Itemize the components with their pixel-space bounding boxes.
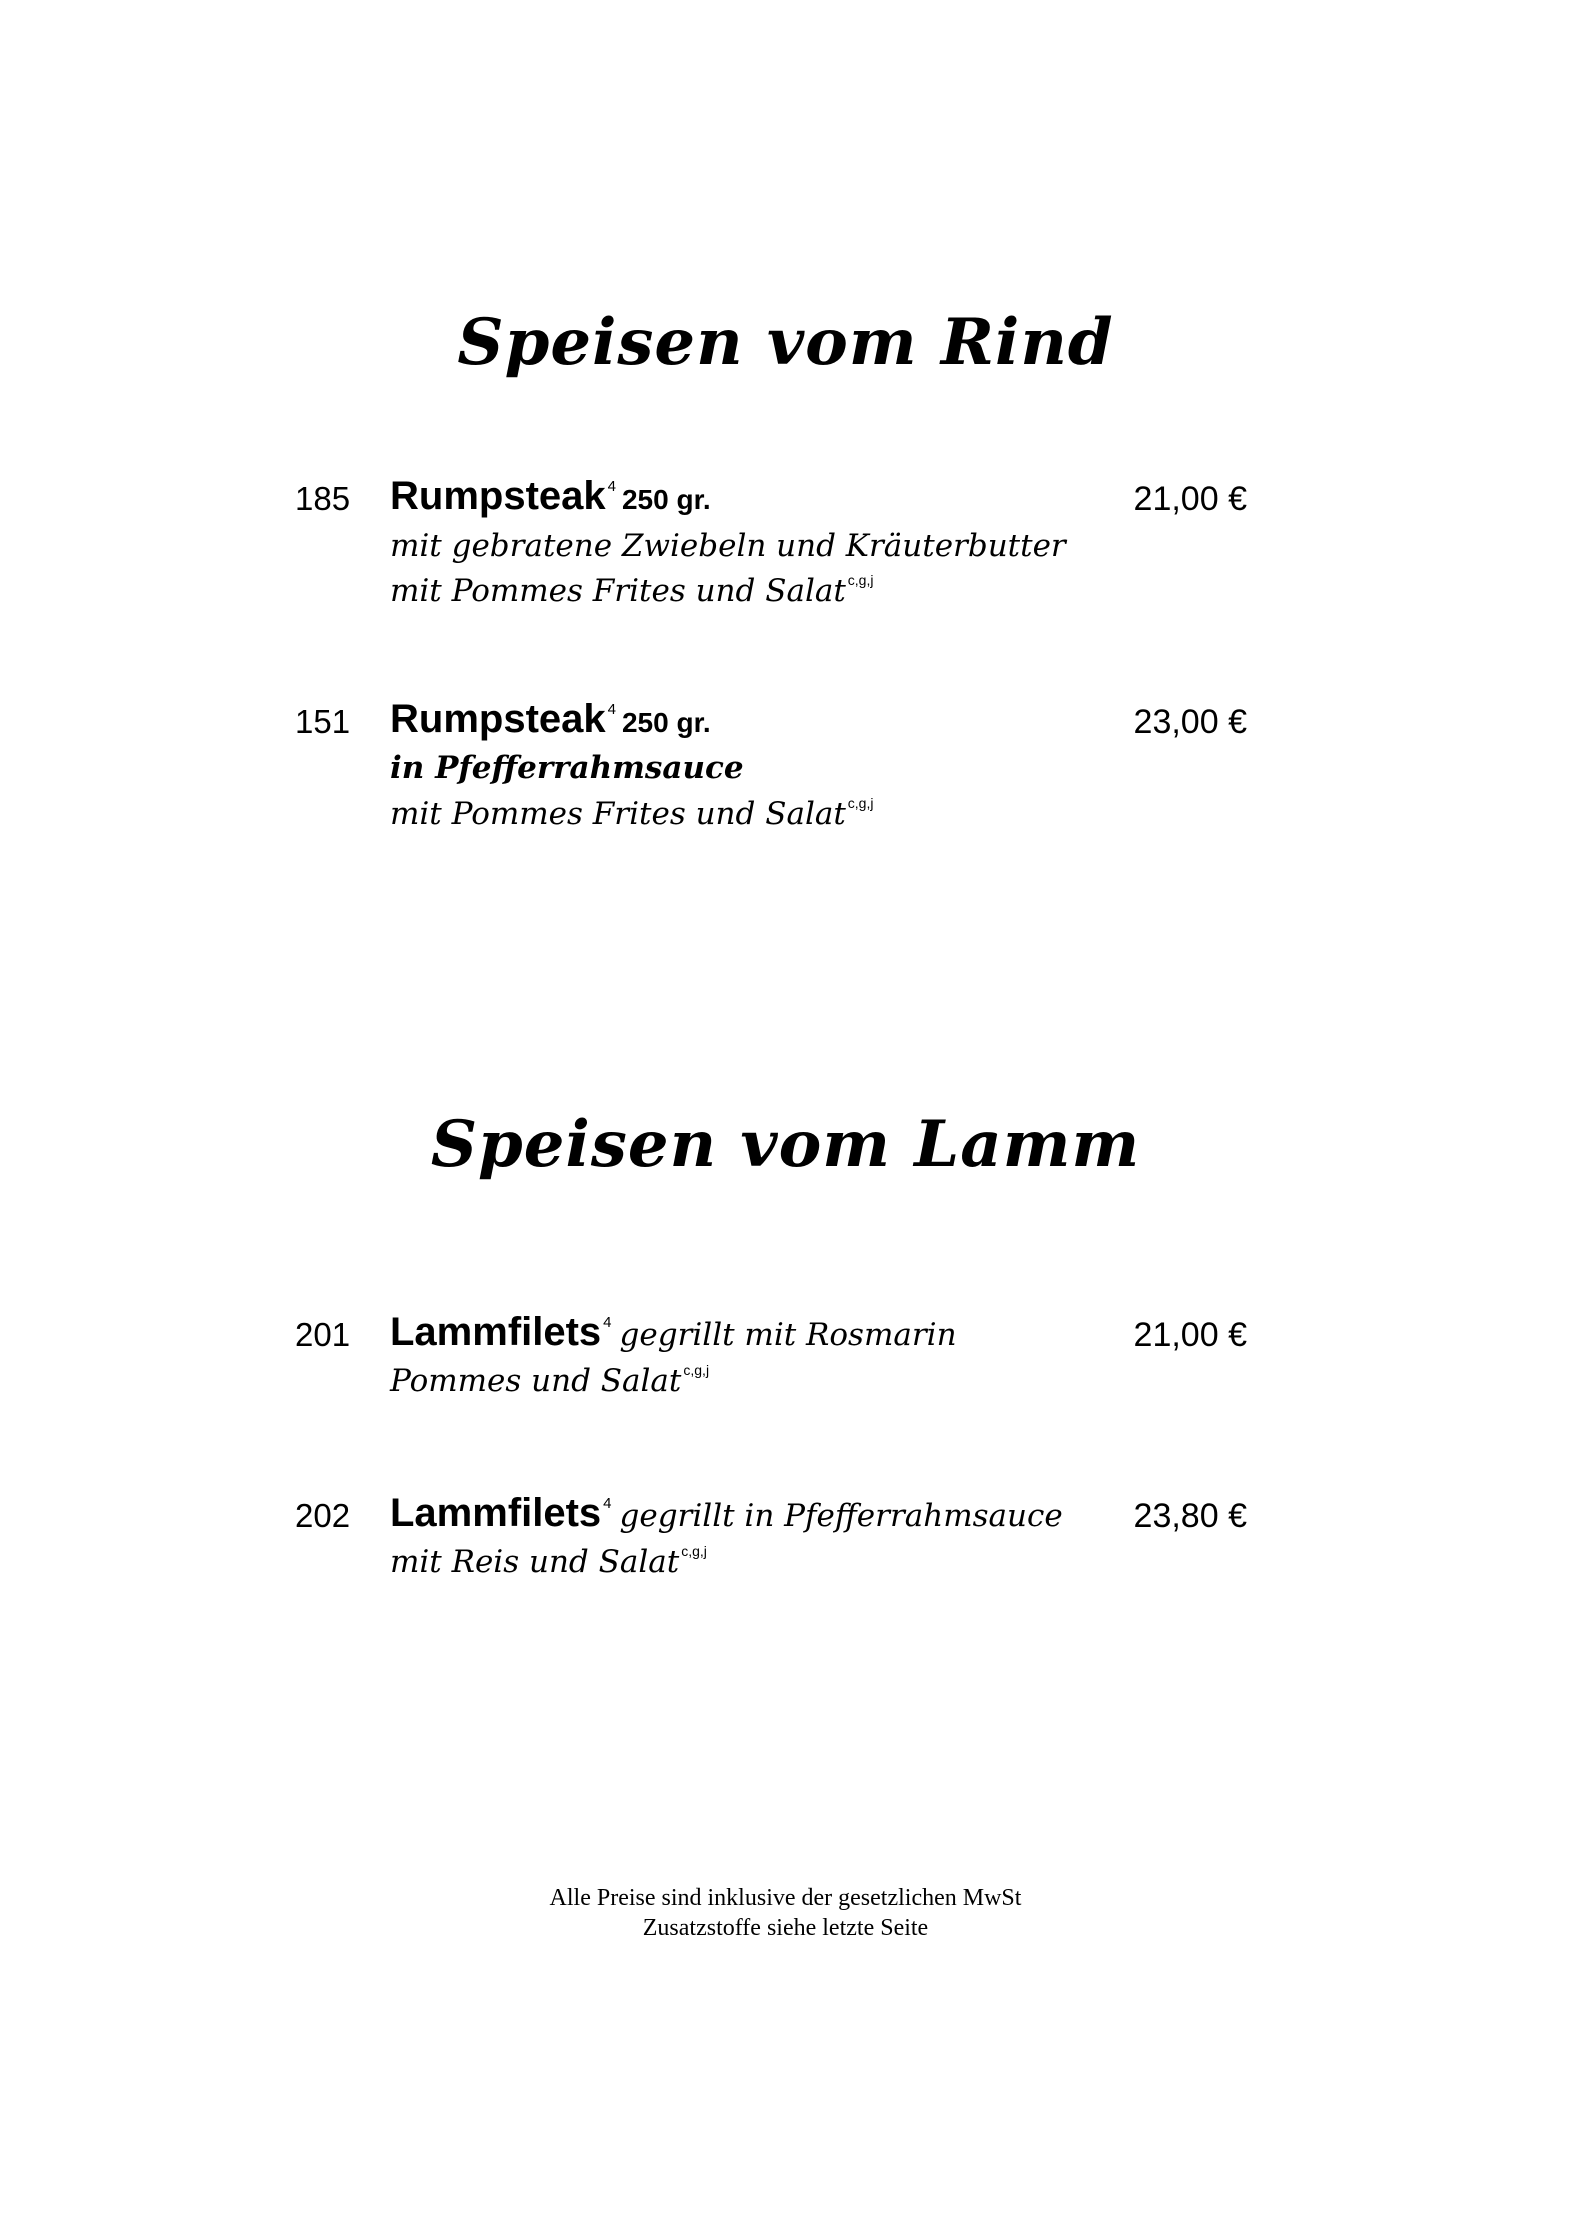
item-footnote: 4 bbox=[603, 1314, 612, 1331]
footer-vat-note: Alle Preise sind inklusive der gesetzlichen MwSt bbox=[549, 1885, 1022, 1911]
item-name: Lammfilets bbox=[390, 1310, 602, 1354]
item-side-dishes: mit Pommes Frites und Salat bbox=[390, 796, 846, 832]
item-price: 23,00 € bbox=[1133, 703, 1247, 741]
item-headline bbox=[390, 1310, 957, 1355]
section-title-rind: Speisen vom Rind bbox=[457, 305, 1114, 380]
item-name: Rumpsteak bbox=[390, 697, 606, 741]
section-title-lamm: Speisen vom Lamm bbox=[430, 1107, 1141, 1182]
item-name: Lammfilets bbox=[390, 1491, 602, 1535]
item-price: 21,00 € bbox=[1133, 480, 1247, 518]
item-headline bbox=[390, 1491, 1063, 1536]
menu-item-151 bbox=[0, 697, 1571, 853]
menu-item-202 bbox=[0, 1491, 1571, 1647]
menu-item-185 bbox=[0, 474, 1571, 630]
item-allergens: c,g,j bbox=[847, 572, 874, 588]
item-inline-description: gegrillt mit Rosmarin bbox=[619, 1317, 957, 1353]
item-description-line-1 bbox=[390, 1543, 707, 1580]
item-description-line-2 bbox=[390, 572, 873, 609]
item-weight: 250 gr. bbox=[621, 707, 711, 738]
item-description-line-1: in Pfefferrahmsauce bbox=[390, 750, 744, 786]
item-allergens: c,g,j bbox=[681, 1543, 707, 1559]
item-number: 202 bbox=[295, 1497, 351, 1534]
item-description-line-1 bbox=[390, 1362, 709, 1399]
item-footnote: 4 bbox=[603, 1495, 612, 1512]
item-headline bbox=[390, 474, 711, 519]
item-weight: 250 gr. bbox=[621, 484, 711, 515]
item-side-dishes: mit Pommes Frites und Salat bbox=[390, 573, 846, 609]
footer-additives-note: Zusatzstoffe siehe letzte Seite bbox=[642, 1915, 929, 1941]
item-allergens: c,g,j bbox=[847, 795, 874, 811]
item-footnote: 4 bbox=[607, 478, 616, 495]
footer-note bbox=[0, 1883, 1571, 1943]
item-price: 23,80 € bbox=[1133, 1497, 1247, 1535]
item-description-line-1: mit gebratene Zwiebeln und Kräuterbutter bbox=[390, 528, 1066, 564]
item-footnote: 4 bbox=[607, 701, 616, 718]
item-side-dishes: Pommes und Salat bbox=[390, 1363, 682, 1399]
item-headline bbox=[390, 697, 711, 742]
item-allergens: c,g,j bbox=[683, 1362, 710, 1378]
item-inline-description: gegrillt in Pfefferrahmsauce bbox=[619, 1498, 1063, 1534]
item-description-line-2 bbox=[390, 795, 873, 832]
item-price: 21,00 € bbox=[1133, 1316, 1247, 1354]
item-number: 201 bbox=[295, 1316, 351, 1353]
item-number: 151 bbox=[295, 703, 351, 740]
menu-item-201 bbox=[0, 1310, 1571, 1466]
item-side-dishes: mit Reis und Salat bbox=[390, 1544, 680, 1580]
item-number: 185 bbox=[295, 480, 351, 517]
item-name: Rumpsteak bbox=[390, 474, 606, 518]
